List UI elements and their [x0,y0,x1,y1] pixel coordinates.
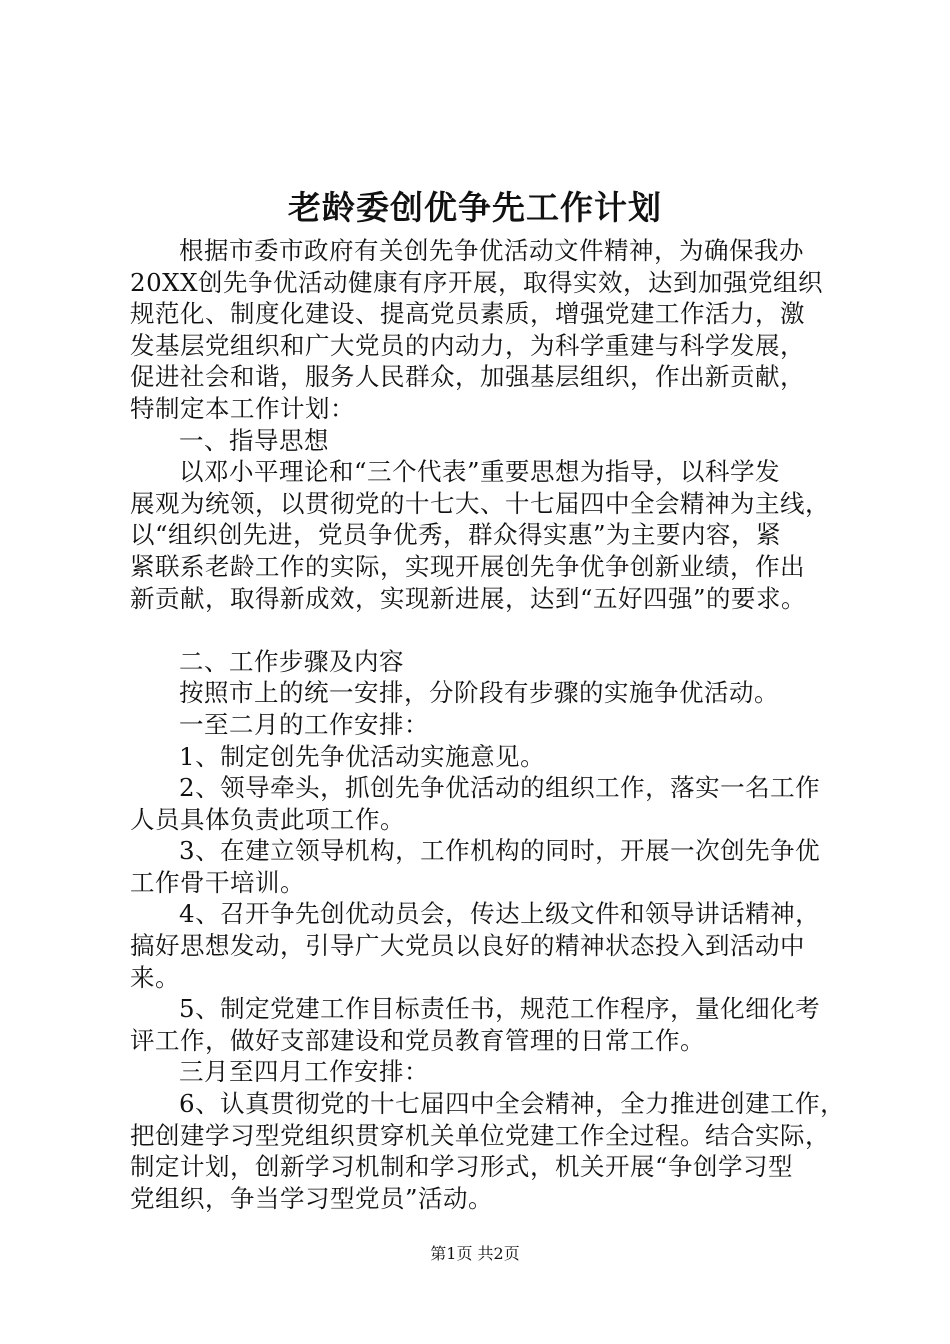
paragraph-line: 紧联系老龄工作的实际，实现开展创先争优争创新业绩，作出 [130,551,805,581]
list-item: 4、召开争先创优动员会，传达上级文件和领导讲话精神， [179,899,821,929]
list-item-continuation: 搞好思想发动，引导广大党员以良好的精神状态投入到活动中 [130,931,805,961]
document-body [130,235,850,1214]
section-heading: 一、指导思想 [179,425,329,455]
subheading: 一至二月的工作安排： [179,709,429,739]
paragraph-line: 发基层党组织和广大党员的内动力，为科学重建与科学发展， [130,330,805,360]
list-item-continuation: 评工作，做好支部建设和党员教育管理的日常工作。 [130,1025,705,1055]
list-item-continuation: 工作骨干培训。 [130,867,305,897]
paragraph-line: 促进社会和谐，服务人民群众，加强基层组织，作出新贡献， [130,362,805,392]
list-item: 6、认真贯彻党的十七届四中全会精神，全力推进创建工作， [179,1089,846,1119]
paragraph-line: 规范化、制度化建设、提高党员素质，增强党建工作活力，激 [130,299,805,329]
page-number-footer: 第1页 共2页 [430,1244,520,1263]
list-item-continuation: 制定计划，创新学习机制和学习形式，机关开展“争创学习型 [130,1152,794,1182]
list-item: 2、领导牵头，抓创先争优活动的组织工作，落实一名工作 [179,773,821,803]
paragraph-line: 以邓小平理论和“三个代表”重要思想为指导，以科学发 [179,457,781,487]
paragraph-line: 新贡献，取得新成效，实现新进展，达到“五好四强”的要求。 [130,583,807,613]
paragraph-line: 展观为统领，以贯彻党的十七大、十七届四中全会精神为主线， [130,488,830,518]
list-item-continuation: 人员具体负责此项工作。 [130,804,405,834]
paragraph-line: 按照市上的统一安排，分阶段有步骤的实施争优活动。 [179,678,779,708]
paragraph-line: 特制定本工作计划： [130,393,355,423]
paragraph-line: 以“组织创先进，党员争优秀，群众得实惠”为主要内容，紧 [130,520,782,550]
list-item: 5、制定党建工作目标责任书，规范工作程序，量化细化考 [179,994,821,1024]
paragraph-line: 20XX创先争优活动健康有序开展，取得实效，达到加强党组织 [130,267,824,297]
section-heading: 二、工作步骤及内容 [179,646,404,676]
list-item-continuation: 来。 [130,962,180,992]
blank-line [130,614,850,646]
paragraph-line: 根据市委市政府有关创先争优活动文件精神，为确保我办 [179,236,804,265]
list-item-continuation: 党组织，争当学习型党员”活动。 [130,1183,494,1213]
list-item-continuation: 把创建学习型党组织贯穿机关单位党建工作全过程。结合实际， [130,1120,830,1150]
subheading: 三月至四月工作安排： [179,1057,429,1087]
list-item: 3、在建立领导机构，工作机构的同时，开展一次创先争优 [179,836,821,866]
document-title: 老龄委创优争先工作计划 [288,188,662,227]
list-item: 1、制定创先争优活动实施意见。 [179,741,546,771]
